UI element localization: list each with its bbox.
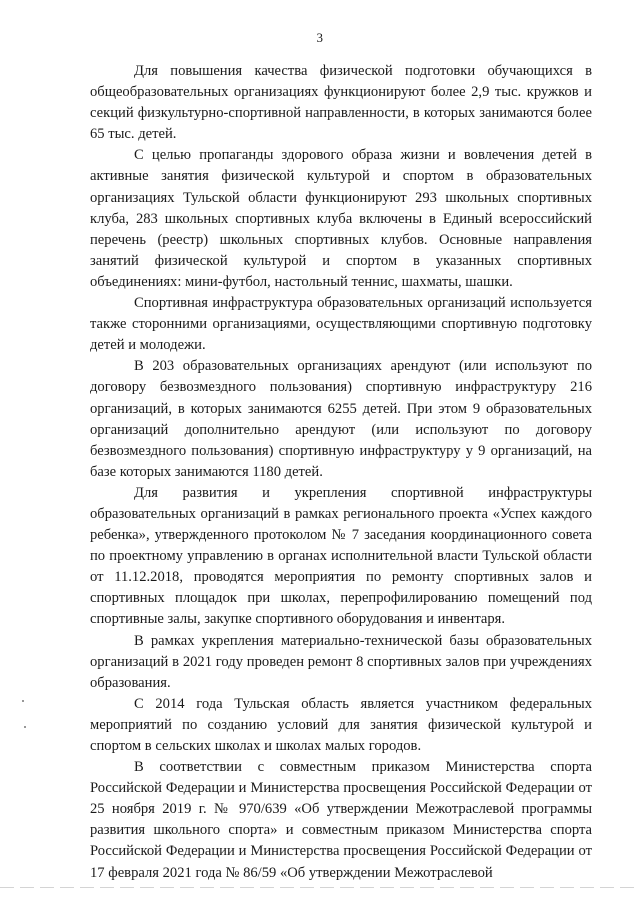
- paragraph-joint-order: В соответствии с совместным приказом Министерства спорта Российской Федерации и Министерства просвещения Российской Федерации от 25 ноября 2019 г. № 970/639 «Об утверждении Межотраслевой программы развития школьного спорта» и совместным приказом Министерства спорта Российской Федерации и Министерства просвещения Российской Федерации от 17 февраля 2021 года № 86/59 «Об утверждении Межотраслевой: [90, 759, 592, 881]
- page-number: 3: [316, 30, 324, 45]
- paragraph-rural-schools: С 2014 года Тульская область является участником федеральных мероприятий по созданию условий для занятия физической культурой и спортом в сельских школах и школах малых городов.: [90, 695, 592, 754]
- paragraph-gym-repairs: В рамках укрепления материально-технической базы образовательных организаций в 2021 году проведен ремонт 8 спортивных залов при учреждениях образования.: [90, 632, 592, 691]
- paragraph-regional-project: Для развития и укрепления спортивной инфраструктуры образовательных организаций в рамках регионального проекта «Успех каждого ребенка», утвержденного протоколом № 7 заседания координационного совета по проектному управлению в органах исполнительной власти Тульской области от 11.12.2018, проводятся мероприятия по ремонту спортивных залов и спортивных площадок при школах, перепрофилированию помещений под спортивные залы, закупке спортивного оборудования и инвентаря.: [90, 484, 592, 628]
- paragraph-school-sports-clubs: С целью пропаганды здорового образа жизни и вовлечения детей в активные занятия физической культурой и спортом в образовательных организациях Тульской области функционируют 293 школьных спортивных клуба, 283 школьных спортивных клуба включены в Единый всероссийский перечень (реестр) школьных спортивных клубов. Основные направления занятий физической культурой и спортом в указанных спортивных объединениях: мини-футбол, настольный теннис, шахматы, шашки.: [90, 147, 592, 290]
- scan-speck: [22, 700, 24, 702]
- scan-speck: [24, 726, 26, 728]
- paragraph-infrastructure-use: Спортивная инфраструктура образовательных организаций используется также сторонними организациями, осуществляющими спортивную подготовку детей и молодежи.: [90, 295, 592, 354]
- scan-edge-line: [0, 887, 640, 888]
- paragraph-rental-agreements: В 203 образовательных организациях арендуют (или используют по договору безвозмездного пользования) спортивную инфраструктуру 216 организаций, в которых занимаются 6255 детей. При этом 9 образовательных организаций дополнительно арендуют (или используют по договору безвозмездного пользования) спортивную инфраструктуру у 9 организаций, на базе которых занимаются 1180 детей.: [90, 358, 592, 480]
- document-body: [90, 61, 592, 884]
- paragraph-physical-training: Для повышения качества физической подготовки обучающихся в общеобразовательных организациях функционируют более 2,9 тыс. кружков и секций физкультурно-спортивной направленности, в которых занимаются более 65 тыс. детей.: [90, 63, 592, 143]
